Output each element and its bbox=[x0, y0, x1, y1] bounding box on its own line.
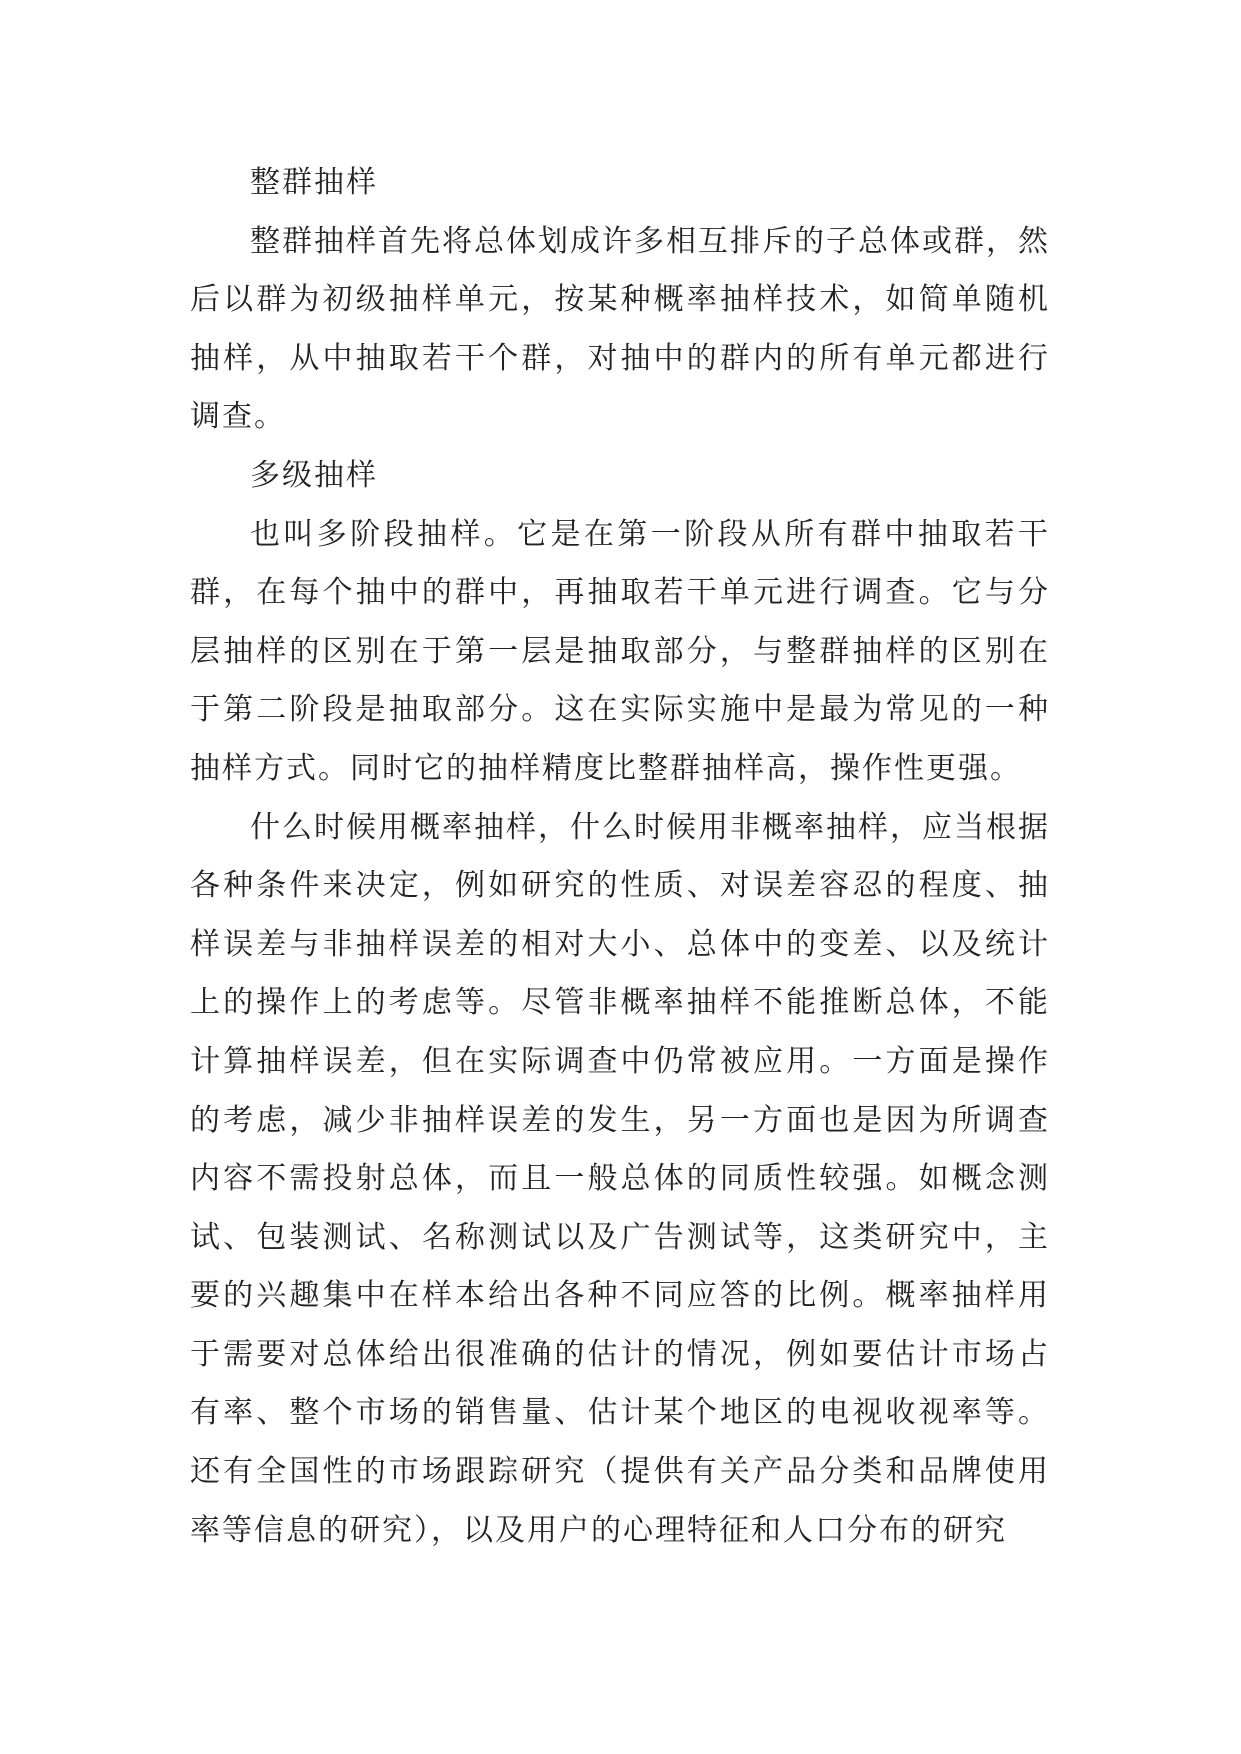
section-heading-multistage-sampling: 多级抽样 bbox=[250, 457, 378, 493]
document-body bbox=[190, 154, 1050, 1560]
paragraph-multistage-sampling: 也叫多阶段抽样。它是在第一阶段从所有群中抽取若干群，在每个抽中的群中，再抽取若干单元进行调查。它与分层抽样的区别在于第一层是抽取部分，与整群抽样的区别在于第二阶段是抽取部分。这在实际实施中是最为常见的一种抽样方式。同时它的抽样精度比整群抽样高，操作性更强。 bbox=[190, 516, 1050, 786]
paragraph-when-to-use-sampling: 什么时候用概率抽样，什么时候用非概率抽样，应当根据各种条件来决定，例如研究的性质、对误差容忍的程度、抽样误差与非抽样误差的相对大小、总体中的变差、以及统计上的操作上的考虑等。尽管非概率抽样不能推断总体，不能计算抽样误差，但在实际调查中仍常被应用。一方面是操作的考虑，减少非抽样误差的发生，另一方面也是因为所调查内容不需投射总体，而且一般总体的同质性较强。如概念测试、包装测试、名称测试以及广告测试等，这类研究中，主要的兴趣集中在样本给出各种不同应答的比例。概率抽样用于需要对总体给出很准确的估计的情况，例如要估计市场占有率、整个市场的销售量、估计某个地区的电视收视率等。还有全国性的市场跟踪研究（提供有关产品分类和品牌使用率等信息的研究），以及用户的心理特征和人口分布的研究 bbox=[190, 809, 1050, 1548]
paragraph-cluster-sampling: 整群抽样首先将总体划成许多相互排斥的子总体或群，然后以群为初级抽样单元，按某种概率抽样技术，如简单随机抽样，从中抽取若干个群，对抽中的群内的所有单元都进行调查。 bbox=[190, 223, 1050, 435]
section-heading-cluster-sampling: 整群抽样 bbox=[250, 165, 378, 200]
